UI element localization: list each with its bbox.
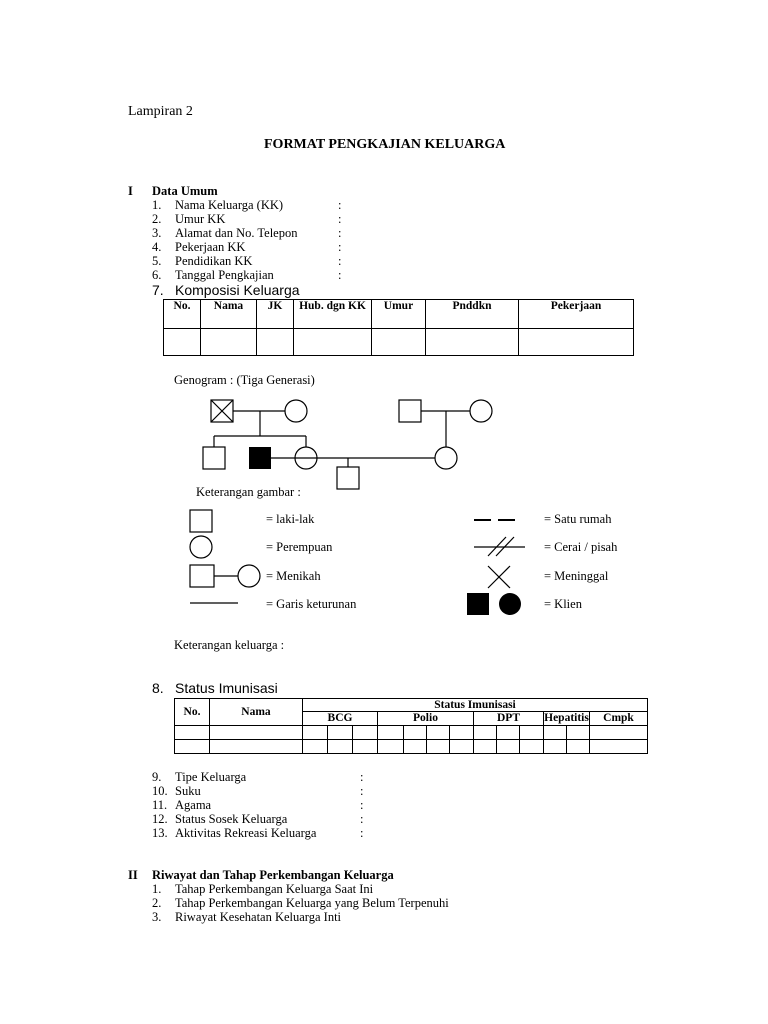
item-11-label: Agama (175, 798, 212, 812)
section-2-item-3-label: Riwayat Kesehatan Keluarga Inti (175, 910, 342, 924)
item-6-colon: : (338, 268, 342, 282)
legend-satu-rumah-label: = Satu rumah (544, 512, 612, 526)
legend-laki-label: = laki-lak (266, 512, 315, 526)
imunisasi-col-hepatitis: Hepatitis (544, 712, 589, 724)
imunisasi-table (174, 698, 648, 754)
imunisasi-col-polio: Polio (378, 712, 474, 726)
section-2-number: II (128, 868, 138, 882)
keterangan-gambar-label: Keterangan gambar : (196, 485, 301, 499)
imunisasi-col-dpt: DPT (474, 712, 544, 726)
legend-client-square (467, 593, 489, 615)
imunisasi-empty-row (175, 726, 648, 740)
legend-client-circle (499, 593, 521, 615)
section-2-item-3-number: 3. (152, 910, 162, 924)
item-8-label: Status Imunisasi (175, 680, 278, 696)
item-9-label: Tipe Keluarga (175, 770, 247, 784)
item-12-colon: : (360, 812, 364, 826)
item-3-number: 3. (152, 226, 162, 240)
item-3-colon: : (338, 226, 342, 240)
komposisi-col-umur: Umur (372, 300, 426, 329)
item-10-label: Suku (175, 784, 201, 798)
item-13-number: 13. (152, 826, 168, 840)
section-2-item-1-number: 1. (152, 882, 162, 896)
item-3-label: Alamat dan No. Telepon (175, 226, 298, 240)
item-6-label: Tanggal Pengkajian (175, 268, 274, 282)
item-5-number: 5. (152, 254, 162, 268)
item-1-number: 1. (152, 198, 162, 212)
legend-marriage-circle (238, 565, 260, 587)
page-title: FORMAT PENGKAJIAN KELUARGA (264, 137, 506, 152)
item-13-label: Aktivitas Rekreasi Keluarga (175, 826, 317, 840)
item-10-number: 10. (152, 784, 168, 798)
legend-female-circle (190, 536, 212, 558)
imunisasi-empty-row (175, 740, 648, 754)
legend-perempuan-label: = Perempuan (266, 540, 333, 554)
komposisi-col-pnddkn: Pnddkn (426, 300, 519, 329)
komposisi-col-no: No. (164, 300, 201, 329)
imunisasi-col-no: No. (175, 699, 210, 726)
grandmother-circle (470, 400, 492, 422)
client-square (249, 447, 271, 469)
item-1-colon: : (338, 198, 342, 212)
item-8-number: 8. (152, 680, 164, 696)
imunisasi-status-header: Status Imunisasi (303, 699, 648, 712)
item-12-label: Status Sosek Keluarga (175, 812, 288, 826)
keterangan-keluarga-label: Keterangan keluarga : (174, 638, 285, 652)
item-6-number: 6. (152, 268, 162, 282)
item-2-number: 2. (152, 212, 162, 226)
item-13-colon: : (360, 826, 364, 840)
item-5-colon: : (338, 254, 342, 268)
grandfather-square (399, 400, 421, 422)
imunisasi-col-cmpk: Cmpk (590, 712, 648, 726)
item-2-label: Umur KK (175, 212, 226, 226)
section-2-item-2-number: 2. (152, 896, 162, 910)
lampiran-label: Lampiran 2 (128, 104, 193, 119)
spouse-circle (435, 447, 457, 469)
komposisi-col-jk: JK (257, 300, 294, 329)
item-5-label: Pendidikan KK (175, 254, 253, 268)
legend-cerai-label: = Cerai / pisah (544, 540, 618, 554)
item-11-number: 11. (152, 798, 168, 812)
genogram-title: Genogram : (Tiga Generasi) (174, 373, 315, 387)
item-1-label: Nama Keluarga (KK) (175, 198, 284, 212)
komposisi-col-pekerjaan: Pekerjaan (519, 300, 634, 329)
legend-klien-label: = Klien (544, 597, 582, 611)
komposisi-col-nama: Nama (201, 300, 257, 329)
legend-menikah-label: = Menikah (266, 569, 321, 583)
komposisi-col-hub: Hub. dgn KK (294, 300, 372, 329)
item-7-number: 7. (152, 282, 164, 298)
section-1-title: Data Umum (152, 184, 218, 198)
item-9-number: 9. (152, 770, 162, 784)
legend-male-square (190, 510, 212, 532)
item-10-colon: : (360, 784, 364, 798)
section-2-item-1-label: Tahap Perkembangan Keluarga Saat Ini (175, 882, 374, 896)
item-4-number: 4. (152, 240, 162, 254)
item-4-colon: : (338, 240, 342, 254)
imunisasi-col-nama: Nama (210, 699, 303, 726)
item-9-colon: : (360, 770, 364, 784)
legend-marriage-square (190, 565, 214, 587)
item-4-label: Pekerjaan KK (175, 240, 246, 254)
grandmother-circle (285, 400, 307, 422)
section-2-item-2-label: Tahap Perkembangan Keluarga yang Belum Terpenuhi (175, 896, 449, 910)
uncle-square (203, 447, 225, 469)
imunisasi-col-bcg: BCG (303, 712, 378, 726)
item-11-colon: : (360, 798, 364, 812)
child-square (337, 467, 359, 489)
legend-garis-label: = Garis keturunan (266, 597, 357, 611)
item-2-colon: : (338, 212, 342, 226)
legend-meninggal-label: = Meninggal (544, 569, 609, 583)
item-7-label: Komposisi Keluarga (175, 282, 300, 298)
item-12-number: 12. (152, 812, 168, 826)
section-2-title: Riwayat dan Tahap Perkembangan Keluarga (152, 868, 394, 882)
section-1-number: I (128, 184, 133, 198)
